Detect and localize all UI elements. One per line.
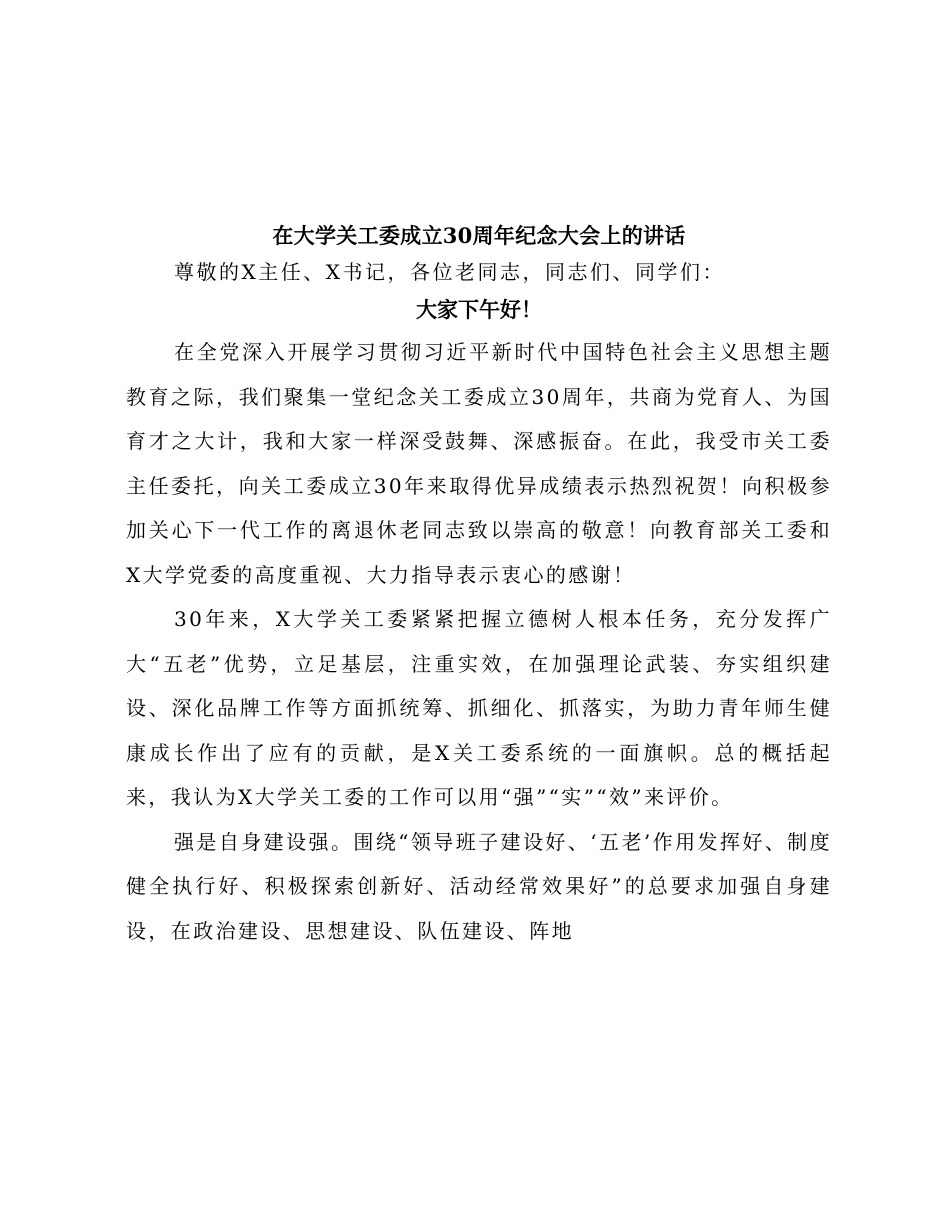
document-title: 在大学关工委成立30周年纪念大会上的讲话 [272,223,686,248]
greeting: 大家下午好！ [416,297,542,322]
body-paragraph-1: 在全党深入开展学习贯彻习近平新时代中国特色社会主义思想主题教育之际，我们聚集一堂纪念关工委成立30周年，共商为党育人、为国育才之大计，我和大家一样深受鼓舞、深感振奋。在此，我受市关工委主任委托，向关工委成立30年来取得优异成绩表示热烈祝贺！向积极参加关心下一代工作的离退休老同志致以崇高的敬意！向教育部关工委和X大学党委的高度重视、大力指导表示衷心的感谢！ [126,340,832,587]
body-paragraph-3: 强是自身建设强。围绕“领导班子建设好、‘五老’作用发挥好、制度健全执行好、积极探索创新好、活动经常效果好”的总要求加强自身建设，在政治建设、思想建设、队伍建设、阵地 [126,829,832,943]
body-paragraph-2: 30年来，X大学关工委紧紧把握立德树人根本任务，充分发挥广大“五老”优势，立足基层，注重实效，在加强理论武装、夯实组织建设、深化品牌工作等方面抓统筹、抓细化、抓落实，为助力青年师生健康成长作出了应有的贡献，是X关工委系统的一面旗帜。总的概括起来，我认为X大学关工委的工作可以用“强”“实”“效”来评价。 [126,607,832,809]
document-page [126,218,832,953]
salutation: 尊敬的X主任、X书记，各位老同志，同志们、同学们： [174,260,725,284]
